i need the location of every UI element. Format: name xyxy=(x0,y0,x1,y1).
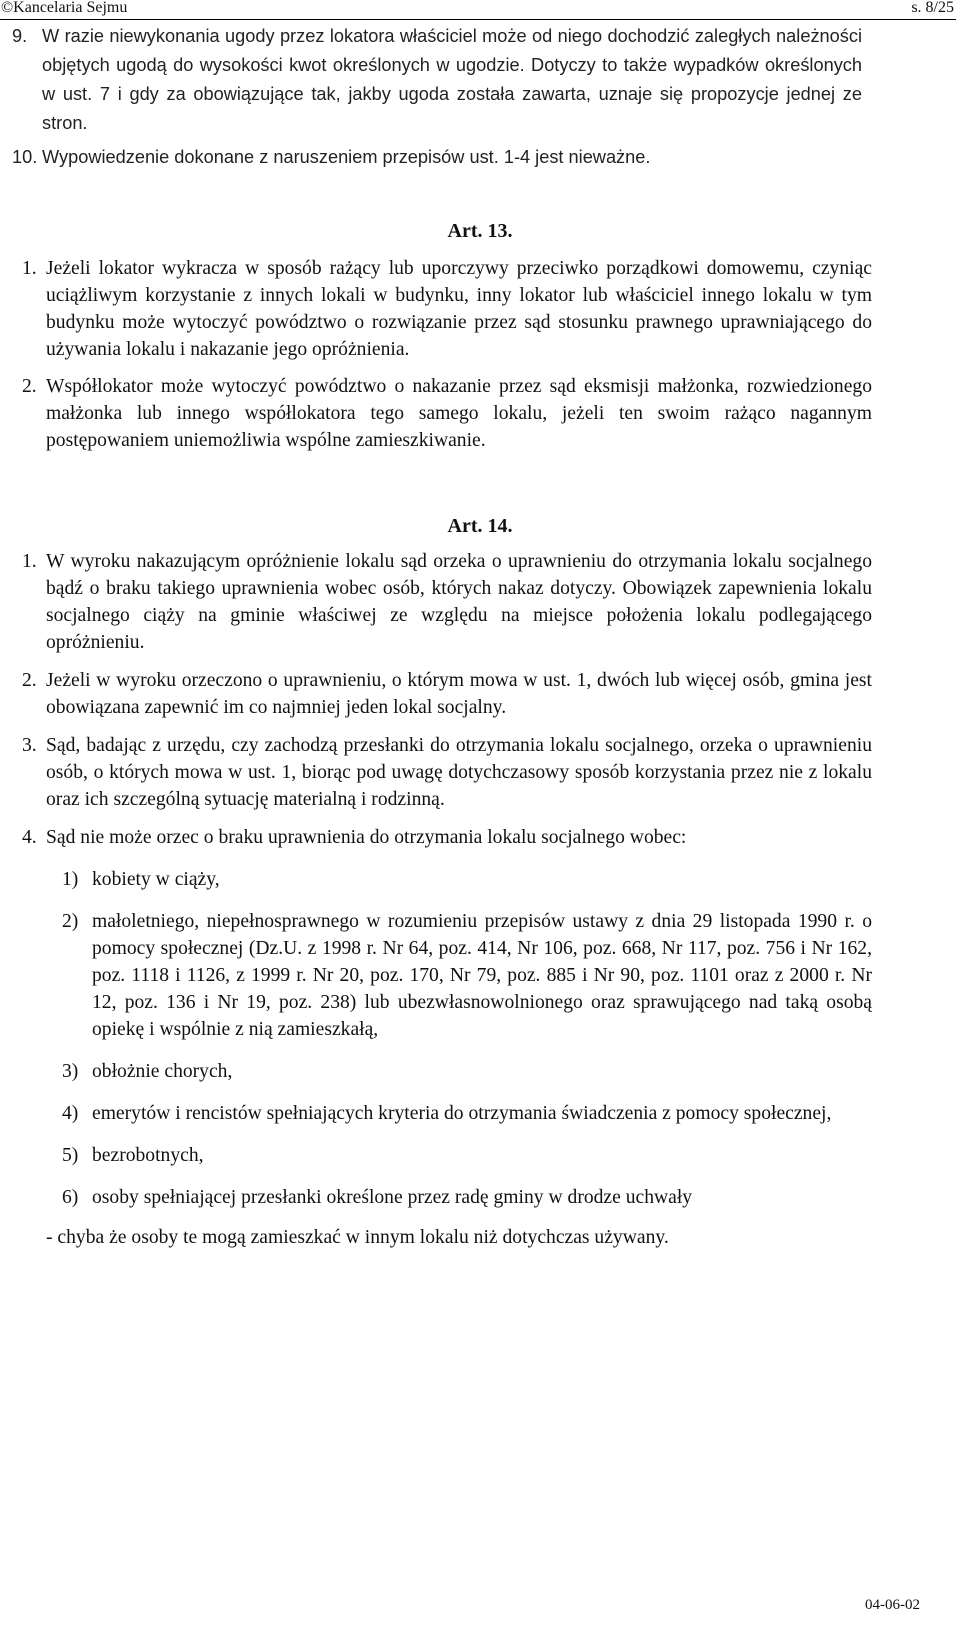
paragraph-number: 2. xyxy=(22,376,37,397)
paragraph-text: Jeżeli lokator wykracza w sposób rażący lub uporczywy przeciwko porządkowi domowemu, czyniąc uciążliwym korzystanie z innych lokali w budynku, inny lokator lub właściciel innego lokalu w tym budynku może wytoczyć powództwo o rozwiązanie przez sąd stosunku prawnego uprawniającego do używania lokalu i nakazanie jego opróżnienia. xyxy=(46,258,872,360)
art13-paragraph-1 xyxy=(0,255,960,363)
list-item-5 xyxy=(0,1142,960,1169)
paragraph-number: 2. xyxy=(22,670,37,691)
article-14-heading: Art. 14. xyxy=(447,515,513,537)
copyright-label: ©Kancelaria Sejmu xyxy=(1,0,128,16)
paragraph-number: 4. xyxy=(22,827,37,848)
document-body xyxy=(0,22,960,1251)
list-item-text: małoletniego, niepełnosprawnego w rozumieniu przepisów ustawy z dnia 29 listopada 1990 r. o pomocy społecznej (Dz.U. z 1998 r. Nr 64, poz. 414, Nr 106, poz. 668, Nr 117, poz. 756 i Nr 162, poz. 1118 i 1126, z 1999 r. Nr 20, poz. 170, Nr 79, poz. 885 i Nr 90, poz. 1101 oraz z 2000 r. Nr 12, poz. 136 i Nr 19, poz. 238) lub ubezwłasnowolnionego oraz sprawującego nad taką osobą opiekę i wspólnie z nią zamieszkałą, xyxy=(92,911,872,1040)
list-item-text: emerytów i rencistów spełniających kryteria do otrzymania świadczenia z pomocy społecznej, xyxy=(92,1103,832,1124)
paragraph-number: 10. xyxy=(12,147,38,167)
paragraph-number: 9. xyxy=(12,26,28,46)
article-13-heading: Art. 13. xyxy=(447,220,513,242)
list-item-3 xyxy=(0,1058,960,1085)
paragraph-text: Sąd nie może orzec o braku uprawnienia do otrzymania lokalu socjalnego wobec: xyxy=(46,827,687,848)
list-item-number: 4) xyxy=(62,1103,79,1124)
paragraph-text: Współlokator może wytoczyć powództwo o nakazanie przez sąd eksmisji małżonka, rozwiedzionego małżonka lub innego współlokatora tego samego lokalu, jeżeli ten swoim rażąco nagannym postępowaniem uniemożliwia wspólne zamieszkiwanie. xyxy=(46,376,872,451)
paragraph-text: Sąd, badając z urzędu, czy zachodzą przesłanki do otrzymania lokalu socjalnego, orzeka o uprawnieniu osób, o których mowa w ust. 1, biorąc pod uwagę dotychczasowy sposób korzystania przez nie z lokalu oraz ich szczególną sytuację materialną i rodzinną. xyxy=(46,735,872,810)
page-header xyxy=(0,0,960,20)
closing-clause: - chyba że osoby te mogą zamieszkać w innym lokalu niż dotychczas używany. xyxy=(46,1227,669,1248)
list-item-1 xyxy=(0,866,960,893)
art14-paragraph-4 xyxy=(0,824,960,851)
list-item-number: 1) xyxy=(62,869,79,890)
list-item-text: obłożnie chorych, xyxy=(92,1061,233,1082)
paragraph-text: W razie niewykonania ugody przez lokatora właściciel może od niego dochodzić zaległych należności objętych ugodą do wysokości kwot określonych w ugodzie. Dotyczy to także wypadków określonych w ust. 7 i gdy za obowiązujące tak, jakby ugoda została zawarta, uznaje się propozycje jednej ze stron. xyxy=(42,26,862,133)
art13-paragraph-2 xyxy=(0,373,960,454)
art14-paragraph-3 xyxy=(0,732,960,813)
paragraph-text: Jeżeli w wyroku orzeczono o uprawnieniu, o którym mowa w ust. 1, dwóch lub więcej osób, gmina jest obowiązana zapewnić im co najmniej jeden lokal socjalny. xyxy=(46,670,872,718)
list-item-2 xyxy=(0,908,960,1043)
paragraph-number: 1. xyxy=(22,258,37,279)
paragraph-text: W wyroku nakazującym opróżnienie lokalu sąd orzeka o uprawnieniu do otrzymania lokalu socjalnego bądź o braku takiego uprawnienia wobec osób, których nakaz dotyczy. Obowiązek zapewnienia lokalu socjalnego ciąży na gminie właściwej ze względu na miejsce położenia lokalu podlegającego opróżnieniu. xyxy=(46,551,872,653)
header-divider xyxy=(0,19,956,20)
list-item-text: osoby spełniającej przesłanki określone przez radę gminy w drodze uchwały xyxy=(92,1187,693,1208)
footer-date: 04-06-02 xyxy=(865,1597,920,1613)
list-item-number: 5) xyxy=(62,1145,79,1166)
list-item-number: 2) xyxy=(62,911,79,932)
list-item-number: 3) xyxy=(62,1061,79,1082)
paragraph-10 xyxy=(0,143,960,172)
paragraph-number: 3. xyxy=(22,735,37,756)
list-item-text: bezrobotnych, xyxy=(92,1145,204,1166)
list-item-4 xyxy=(0,1100,960,1127)
paragraph-number: 1. xyxy=(22,551,37,572)
art14-paragraph-1 xyxy=(0,548,960,656)
page-number: s. 8/25 xyxy=(911,0,954,16)
paragraph-9 xyxy=(0,22,960,138)
paragraph-text: Wypowiedzenie dokonane z naruszeniem przepisów ust. 1-4 jest nieważne. xyxy=(42,147,651,167)
list-item-6 xyxy=(0,1184,960,1211)
art14-paragraph-2 xyxy=(0,667,960,721)
list-item-number: 6) xyxy=(62,1187,79,1208)
list-item-text: kobiety w ciąży, xyxy=(92,869,220,890)
